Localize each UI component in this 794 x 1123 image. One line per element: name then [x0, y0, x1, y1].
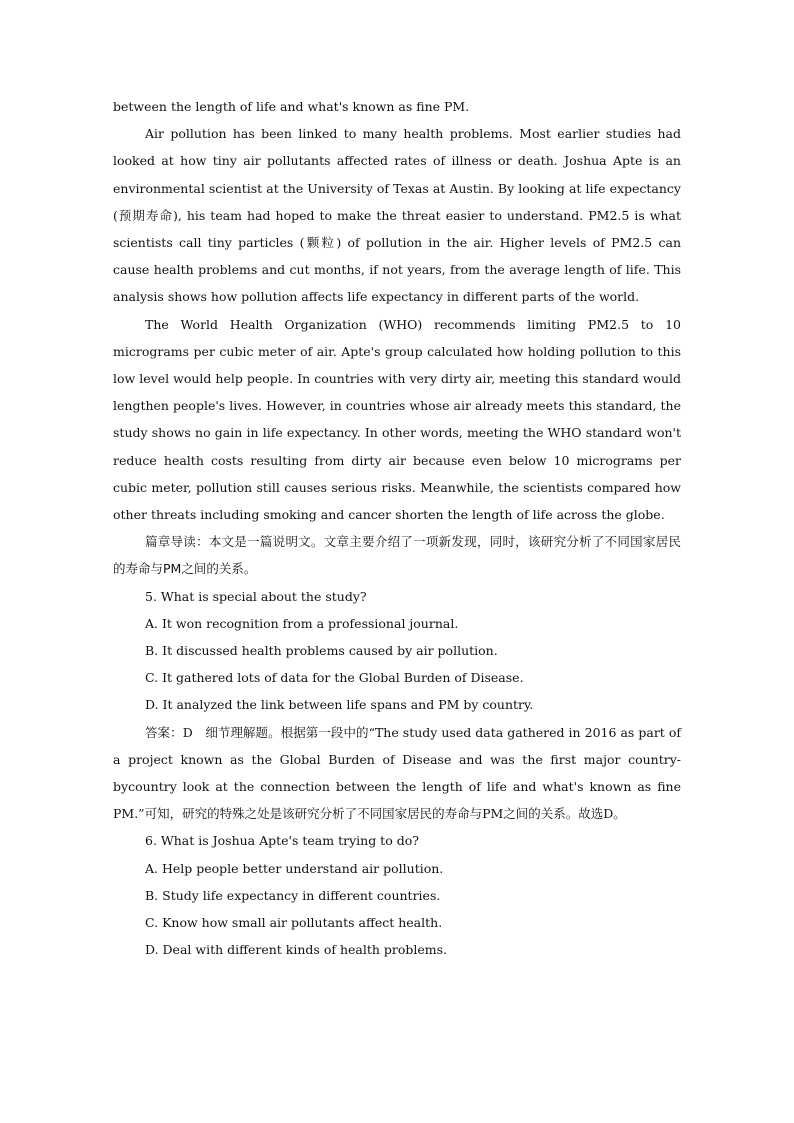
question-5-stem: 5. What is special about the study?: [145, 588, 367, 604]
question-6-option-b: B. Study life expectancy in different countries.: [145, 887, 441, 903]
answer-label: 答案：: [145, 724, 183, 740]
question-5-answer: [113, 719, 681, 828]
question-6-option-d: D. Deal with different kinds of health problems.: [145, 942, 448, 958]
passage-paragraph-1: Air pollution has been linked to many health problems. Most earlier studies had looked at how tiny air pollutants affected rates of illness or death. Joshua Apte is an environmental scientist at the University of Texas at Austin. By looking at life expectancy (预期寿命), his team had hoped to make the threat easier to understand. PM2.5 is what scientists call tiny particles (颗粒) of pollution in the air. Higher levels of PM2.5 can cause health problems and cut months, if not years, from the average length of life. This analysis shows how pollution affects life expectancy in different parts of the world.: [113, 126, 681, 305]
question-6-option-c: C. Know how small air pollutants affect health.: [145, 915, 443, 931]
reading-guide: 篇章导读：本文是一篇说明文。文章主要介绍了一项新发现，同时，该研究分析了不同国家居民的寿命与PM之间的关系。: [113, 534, 681, 577]
document-page: [113, 93, 681, 964]
question-5-option-b: B. It discussed health problems caused by air pollution.: [145, 643, 498, 659]
question-5-option-a: A. It won recognition from a professional journal.: [145, 615, 459, 631]
passage-line-continued: between the length of life and what's known as fine PM.: [113, 99, 470, 114]
answer-explanation: D 细节理解题。根据第一段中的“The study used data gathered in 2016 as part of a project known as the Global Burden of Disease and was the first major country-bycountry look at the connection between the length of life and what's known as fine PM.”可知，研究的特殊之处是该研究分析了不同国家居民的寿命与PM之间的关系。故选D。: [113, 724, 681, 822]
question-6-stem: 6. What is Joshua Apte's team trying to do?: [145, 833, 419, 849]
question-5-option-c: C. It gathered lots of data for the Global Burden of Disease.: [145, 670, 524, 686]
question-6-option-a: A. Help people better understand air pollution.: [145, 860, 444, 876]
passage-paragraph-2: The World Health Organization (WHO) recommends limiting PM2.5 to 10 micrograms per cubic meter of air. Apte's group calculated how holding pollution to this low level would help people. In countries with very dirty air, meeting this standard would lengthen people's lives. However, in countries whose air already meets this standard, the study shows no gain in life expectancy. In other words, meeting the WHO standard won't reduce health costs resulting from dirty air because even below 10 micrograms per cubic meter, pollution still causes serious risks. Meanwhile, the scientists compared how other threats including smoking and cancer shorten the length of life across the globe.: [113, 316, 681, 523]
question-5-option-d: D. It analyzed the link between life spans and PM by country.: [145, 697, 534, 713]
